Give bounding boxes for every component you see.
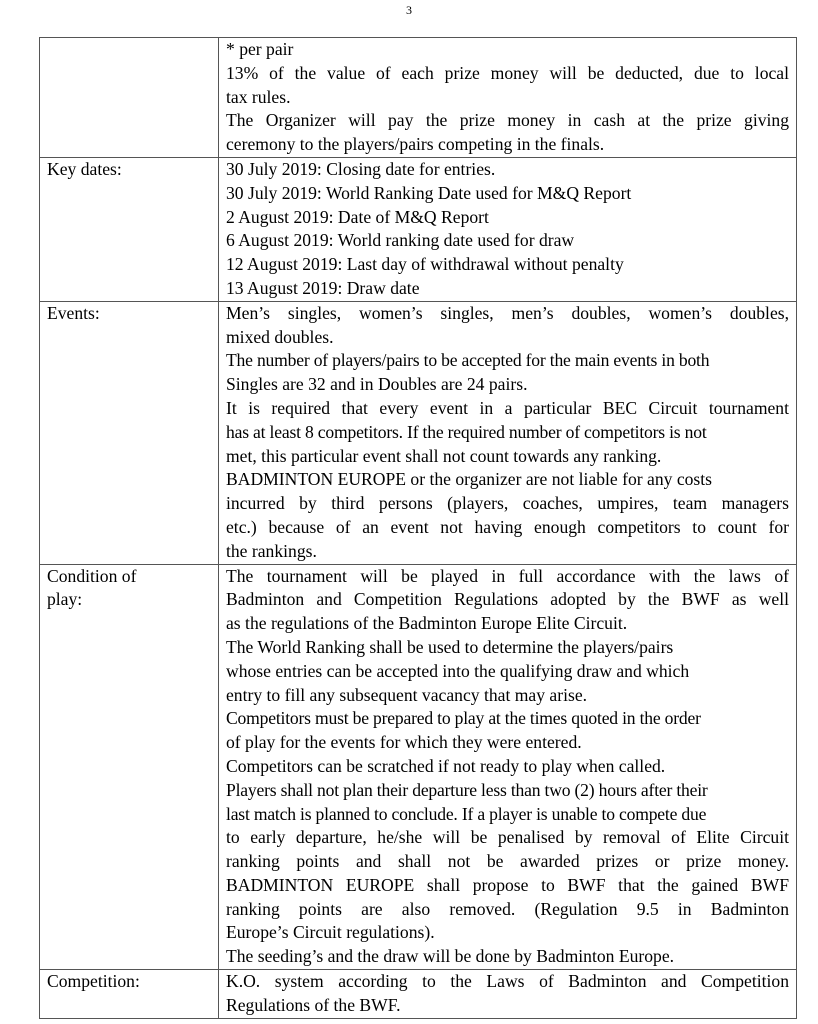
- key-date-line: 30 July 2019: Closing date for entries.: [226, 158, 496, 179]
- row-label-events: Events:: [40, 301, 219, 564]
- text-line: K.O. system according to the Laws of Badminton and Competition: [226, 971, 789, 992]
- row-content-key-dates: [219, 157, 797, 301]
- text-line: Men’s singles, women’s singles, men’s doubles, women’s doubles,: [226, 302, 789, 323]
- key-date-line: 6 August 2019: World ranking date used for draw: [226, 230, 575, 251]
- table-row-condition-of-play: [40, 564, 797, 970]
- row-label-empty: [40, 38, 219, 158]
- row-content-events: [219, 301, 797, 564]
- text-line: ceremony to the players/pairs competing in the finals.: [226, 134, 605, 155]
- text-line: whose entries can be accepted into the qualifying draw and which: [226, 660, 690, 681]
- text-line: BADMINTON EUROPE or the organizer are not liable for any costs: [226, 469, 713, 490]
- row-label-condition-of-play: [40, 564, 219, 970]
- text-line: The World Ranking shall be used to determine the players/pairs: [226, 636, 674, 657]
- text-line: tax rules.: [226, 86, 291, 107]
- table-row-competition: [40, 970, 797, 1019]
- text-line: Competitors can be scratched if not ready to play when called.: [226, 755, 666, 776]
- text-line: The tournament will be played in full accordance with the laws of: [226, 565, 789, 586]
- text-line: etc.) because of an event not having enough competitors to count for: [226, 516, 789, 537]
- table-row-events: [40, 301, 797, 564]
- text-line: * per pair: [226, 39, 294, 59]
- text-line: last match is planned to conclude. If a player is unable to compete due: [226, 803, 707, 824]
- key-date-line: 30 July 2019: World Ranking Date used for M&Q Report: [226, 182, 632, 203]
- label-line: Condition of: [47, 565, 137, 586]
- text-line: Europe’s Circuit regulations).: [226, 922, 435, 943]
- text-line: Badminton and Competition Regulations adopted by the BWF as well: [226, 589, 789, 610]
- text-line: to early departure, he/she will be penalised by removal of Elite Circuit: [226, 827, 789, 848]
- text-line: Players shall not plan their departure less than two (2) hours after their: [226, 779, 708, 800]
- text-line: met, this particular event shall not count towards any ranking.: [226, 445, 662, 466]
- text-line: ranking points are also removed. (Regulation 9.5 in Badminton: [226, 898, 789, 919]
- text-line: BADMINTON EUROPE shall propose to BWF that the gained BWF: [226, 874, 789, 895]
- table-row-key-dates: [40, 157, 797, 301]
- tournament-spec-table: [39, 37, 797, 1019]
- text-line: incurred by third persons (players, coaches, umpires, team managers: [226, 493, 789, 514]
- text-line: of play for the events for which they were entered.: [226, 732, 582, 753]
- text-line: Competitors must be prepared to play at the times quoted in the order: [226, 708, 701, 729]
- text-line: Singles are 32 and in Doubles are 24 pairs.: [226, 374, 528, 395]
- text-line: The Organizer will pay the prize money in cash at the prize giving: [226, 110, 789, 131]
- text-line: It is required that every event in a particular BEC Circuit tournament: [226, 397, 789, 418]
- label-line: play:: [47, 589, 83, 610]
- key-date-line: 12 August 2019: Last day of withdrawal without penalty: [226, 254, 624, 275]
- text-line: The seeding’s and the draw will be done by Badminton Europe.: [226, 946, 675, 967]
- key-date-line: 2 August 2019: Date of M&Q Report: [226, 206, 489, 227]
- text-line: ranking points and shall not be awarded prizes or prize money.: [226, 851, 789, 872]
- text-line: Regulations of the BWF.: [226, 994, 401, 1015]
- text-line: has at least 8 competitors. If the required number of competitors is not: [226, 421, 707, 442]
- row-label-competition: Competition:: [40, 970, 219, 1019]
- text-line: mixed doubles.: [226, 326, 334, 347]
- text-line: 13% of the value of each prize money will be deducted, due to local: [226, 62, 789, 83]
- table-row-prize-money: [40, 38, 797, 158]
- key-date-line: 13 August 2019: Draw date: [226, 277, 420, 298]
- text-line: as the regulations of the Badminton Europe Elite Circuit.: [226, 613, 628, 634]
- row-content-competition: [219, 970, 797, 1019]
- text-line: The number of players/pairs to be accepted for the main events in both: [226, 350, 710, 371]
- page-number: 3: [406, 3, 412, 17]
- row-content-prize-money: [219, 38, 797, 158]
- row-label-key-dates: Key dates:: [40, 157, 219, 301]
- row-content-condition-of-play: [219, 564, 797, 970]
- text-line: entry to fill any subsequent vacancy that may arise.: [226, 684, 588, 705]
- text-line: the rankings.: [226, 540, 317, 561]
